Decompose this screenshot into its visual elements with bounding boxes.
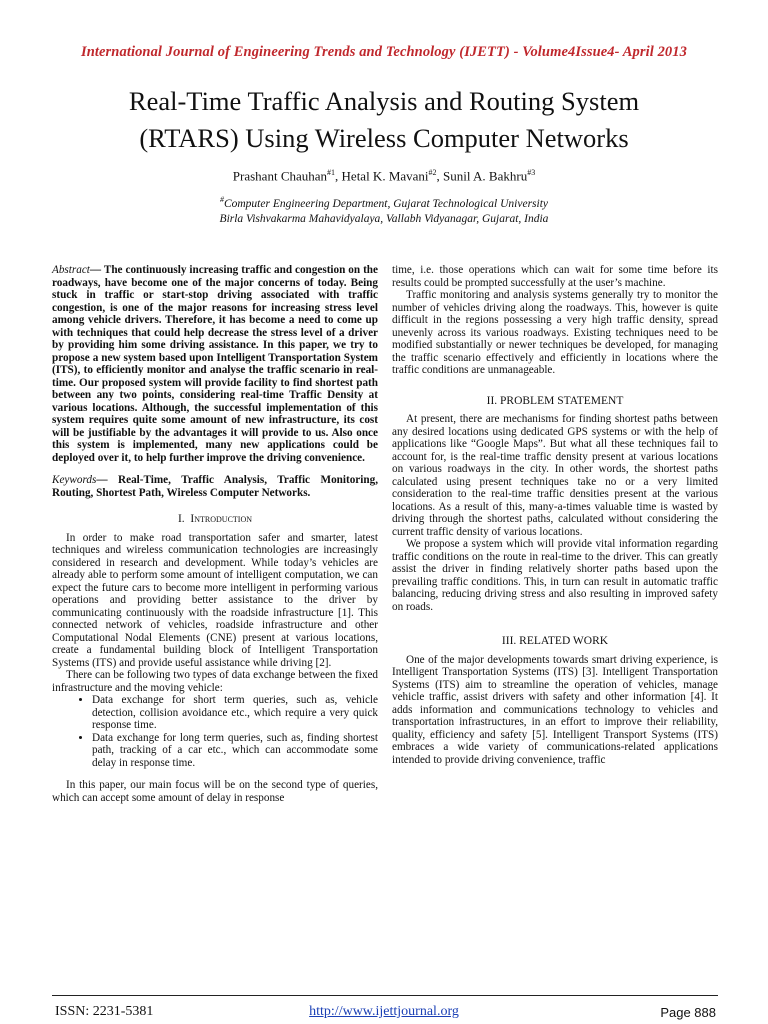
footer-issn: ISSN: 2231-5381 xyxy=(55,1004,154,1019)
bullet-list xyxy=(52,694,378,769)
author-list: Prashant Chauhan$^{\#1}$, Hetal K. Mavani$^{\#2}$, Sunil A. Bakhru$^{\#3}$ xyxy=(232,168,536,184)
paragraph: In this paper, our main focus will be on the second type of queries, which can accept some amount of delay in response xyxy=(52,779,378,804)
footer-divider xyxy=(52,995,718,996)
list-item: • Data exchange for short term queries, such as, vehicle detection, collision avoidance etc., which require a very quick response time. xyxy=(92,694,378,732)
section-heading-introduction: I. Introduction xyxy=(177,513,253,525)
title-line-2: (RTARS) Using Wireless Computer Networks xyxy=(139,123,629,153)
section-heading-related-work: III. RELATED WORK xyxy=(501,635,609,647)
paper-title xyxy=(40,83,728,157)
section-heading-problem-statement: II. PROBLEM STATEMENT xyxy=(486,394,624,407)
page-number: Page 888 xyxy=(660,1005,716,1020)
affiliation-line-1: Computer Engineering Department, Gujarat Technological University xyxy=(223,197,549,210)
left-column xyxy=(52,264,378,804)
affiliation xyxy=(0,192,768,227)
journal-header: International Journal of Engineering Trends and Technology (IJETT) - Volume4Issue4- April 2013 xyxy=(80,44,687,60)
affiliation-line-2: Birla Vishvakarma Mahavidyalaya, Vallabh Vidyanagar, Gujarat, India xyxy=(219,212,549,225)
list-item: • Data exchange for long term queries, such as, finding shortest path, tracking of a car etc., which can accommodate some delay in response time. xyxy=(92,732,378,770)
author-mark: #3 xyxy=(527,168,536,177)
paragraph: One of the major developments towards smart driving experience, is Intelligent Transportation Systems (ITS) [3]. Intelligent Transportation Systems (ITS) aim to streamline the operation of vehicles, manage vehicle traffic, assist drivers with safety and other information [4]. It adds information and communications technology to vehicles and transportation infrastructures, in an effort to improve their reliability, quality, efficiency and safety [5]. Intelligent Transport Systems (ITS) embraces a wide variety of communications-related applications intended to provide driving convenience, traffic xyxy=(392,653,718,766)
affiliation-mark: # xyxy=(219,195,224,204)
paragraph: time, i.e. those operations which can wait for some time before its results could be prompted successfully at the user’s machine. xyxy=(392,264,718,289)
right-column xyxy=(392,264,718,766)
author-mark: #1 xyxy=(327,168,336,177)
keywords xyxy=(52,474,378,499)
keywords-text: — Real-Time, Traffic Analysis, Traffic Monitoring, Routing, Shortest Path, Wireless Computer Networks. xyxy=(52,474,378,499)
paragraph: We propose a system which will provide vital information regarding traffic conditions on the route in real-time to the driver. This can greatly assist the driver in finding relatively shorter paths based upon the prevailing traffic conditions. This, in turn can result in automatic traffic balancing, reducing driving stress and also resulting in improved safety on roads. xyxy=(392,538,718,613)
title-line-1: Real-Time Traffic Analysis and Routing System xyxy=(128,86,640,116)
author-name: Prashant Chauhan xyxy=(232,168,328,184)
author-mark: #2 xyxy=(428,168,437,177)
author-name: Hetal K. Mavani xyxy=(341,168,429,184)
abstract-text: — The continuously increasing traffic and congestion on the roadways, have become one of the major concerns of today. Being stuck in traffic or start-stop driving associated with traffic congestion, is one of the major reasons for increasing stress level among vehicle drivers. Therefore, it has become a need to come up with techniques that could help decrease the stress level of a driver by providing him some driving assistance. In this paper, we try to propose a new system based upon Intelligent Transportation System (ITS), to efficiently monitor and analyse the traffic scenario in real-time. Our proposed system will provide facility to find shortest path between any two points, considering real-time Traffic Density at various locations. Although, the successful implementation of this system requires quite some amount of new infrastructure, its cost will be justifiable by the advantages it will provide to us. Also once this system is implemented, many new applications could be deployed over it, to help further improve the driving convenience. xyxy=(52,264,378,464)
paragraph: There can be following two types of data exchange between the fixed infrastructure and the moving vehicle: xyxy=(52,669,378,694)
keywords-lead: Keywords xyxy=(52,474,97,486)
paragraph: Traffic monitoring and analysis systems generally try to monitor the number of vehicles driving along the roadways. This, however is quite difficult in the regions possessing a very high traffic density, spread unevenly across its various roadways. Existing techniques need to be modified substantially or newer techniques be developed, for managing the traffic scenario effectively and efficiently in locations where the traffic conditions are unmanageable. xyxy=(392,289,718,376)
paragraph: In order to make road transportation safer and smarter, latest techniques and wireless communication technologies are increasingly considered in research and development. While today’s vehicles are already able to perform some amount of intelligent computation, we can expect the future cars to become more intelligent in performing various operations and providing better assistance to the driver by communicating continuously with the roadside infrastructure [1]. This connected network of vehicles, roadside infrastructure and other Computational Nodal Elements (CNE) present at various locations, create a fundamental building block of Intelligent Transportation Systems (ITS) and provide useful assistance while driving [2]. xyxy=(52,531,378,669)
abstract-lead: Abstract xyxy=(52,264,90,276)
abstract xyxy=(52,264,378,464)
paragraph: At present, there are mechanisms for finding shortest paths between any desired locations using dedicated GPS systems or with the help of applications like “Google Maps”. But what all these techniques fail to account for, is the real-time traffic density present at various locations on various roadways in the city. In other words, the shortest paths calculated using present techniques take no or a very limited consideration to the real-time traffic densities present at the various locations. As a result of this, many-a-times valuable time is wasted by driving through the shortest paths, calculated without considering the current traffic density of various locations. xyxy=(392,413,718,538)
author-name: Sunil A. Bakhru xyxy=(443,168,528,184)
footer-link[interactable]: http://www.ijettjournal.org xyxy=(309,1004,459,1019)
